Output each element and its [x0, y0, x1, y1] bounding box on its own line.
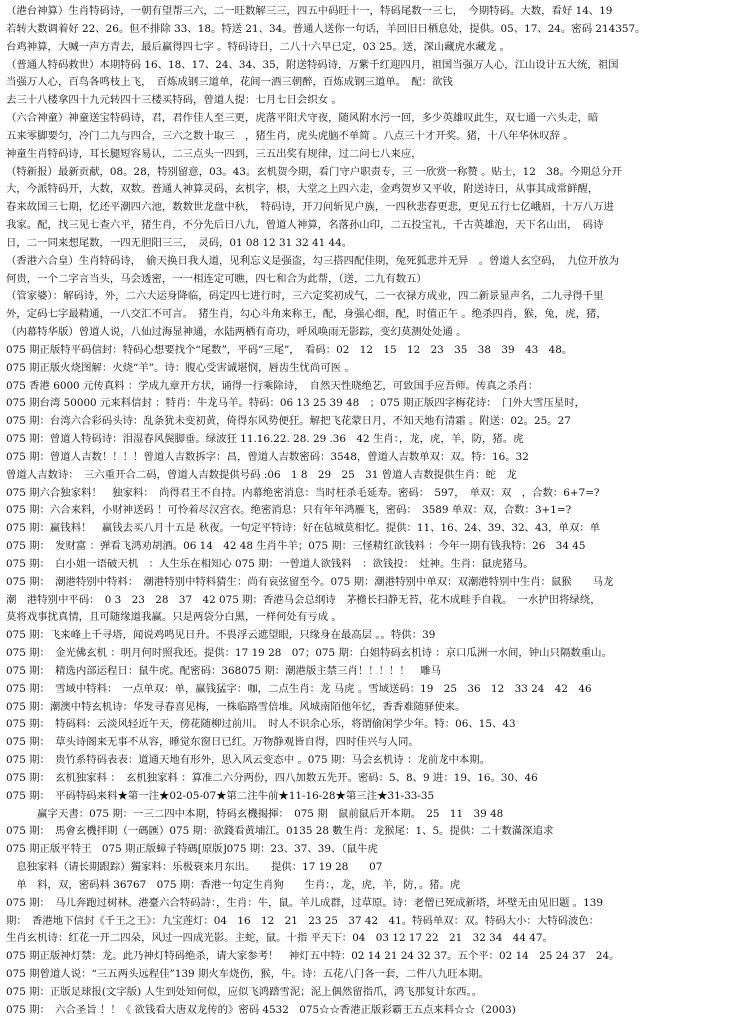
- text-line: 五来零脚要匀，冷门二九与四合，三六之数十取三 ，猪生肖，虎头虎脑不单简 。八点三十才开奖。猪，十八年华休叹辞 。: [6, 130, 574, 142]
- text-line: 075 期：曾道人特码诗：泪湿春风鬓脚垂。绿波狂 11.16.22. 28. 29 .36 42 生肖：，龙，虎，羊，防，猪。虎: [6, 433, 524, 445]
- text-line: 075 期：台湾六合彩码头诗：乱条犹未变初黄，倚得东风势便狂。解把飞花蒙日月，不知天地有清霜 。附送：02。25。27: [6, 415, 571, 427]
- text-line: 075 期： 平码特码来料★第一注★02-05-07★第二注牛前★11-16-28★第三注★31-33-35: [6, 790, 435, 802]
- text-line: 大，今派特码开，大数，双数。普通人神算灵码，玄机字，根，大堂之上四六走，金鸡贺岁又平收，附送诗日，从事其成常鲜醒，: [6, 183, 599, 195]
- text-line: 若转大数调着好 22、26。但不排除 33、18。特送 21、34。普通人送你一句话，羊回旧日栖息处，提供。05、17、24。密码 214357。: [6, 23, 646, 35]
- text-line: 075 期：赢钱料！ 赢钱去买八月十五是 秋夜。一句定平特诗：好在毡城莫相忆。提供：11、16、24、39、32、43，单双：单: [6, 522, 601, 534]
- text-line: 075 期正版特平码信封：特码心想要找个“尾数”，平码“三尾”， 看码：02 12 15 12 23 35 38 39 43 48。: [6, 344, 573, 356]
- text-line: 去三十八楼拿四十九元转四十三楼买特码，曾道人提：七月七日会织女 。: [6, 94, 342, 106]
- text-line: 075 期： 马儿奔跑过树林。港臺六合特码詩：，生肖：牛，鼠。羊儿成群，过草原。诗：老僧已死成新塔，坏壁无由见旧题 。139: [6, 897, 603, 909]
- text-line: 075 期正版平特王 075 期正版蟑子特碼[原版]075 期：23、37、39、（鼠牛虎: [6, 843, 378, 855]
- text-line: （香港六合皇）生肖特码诗， 偷天换日我人道，见利忘义是强盗，勾三搭四配佳期，兔死狐悲并无异 。曾道人玄空码， 九位开放为: [6, 255, 620, 267]
- text-line: 075 期： 白小姐一语破天机 ：人生乐在相知心 075 期：一曾道人欲钱料 ：欲钱投： 灶神。生肖：鼠虎猪马。: [6, 558, 534, 570]
- text-line: 单 料，双，密码料 36767 075 期：香港一句定生肖狗 生肖：，龙，虎，羊，防，。猪。虎: [6, 879, 461, 891]
- text-line: （港台神算）生肖特码诗，一朝有望帮三六，二一旺数解三三，四五中码旺十一，特码尾数一三七， 今期特码。大数，看好 14、19: [6, 5, 613, 17]
- text-line: 075 期： 草头诗阁来无事不从容，睡觉东窗日已红。万物静观皆自得，四时佳兴与人同。: [6, 736, 419, 748]
- text-line: 息独家料（请长期跟踪）獨家料：乐极衰来月东出。 提供：17 19 28 07: [6, 861, 383, 873]
- text-line: 075 期：潮澳中特玄机诗：华发寻春喜见梅，一株临路雪倍堆。风城南陌他年忆，香香难随驿使来。: [6, 701, 466, 713]
- text-line: 075 期台湾 50000 元来料信封 ：特肖：牛龙马羊。特码：06 13 25 39 48 ；075 期正版四字梅花诗： 门外大雪压星时，: [6, 397, 585, 409]
- text-line: 075 期： 精选内部运程日：鼠牛虎。配密码：368075 期：潮港版主禁三肖！！！！！ 雕马: [6, 665, 441, 677]
- text-line: （内幕特华版）曾道人说，八仙过海显神通，水陆两栖有奇功，呼风唤雨无影踪，变幻莫测处处通 。: [6, 326, 467, 338]
- text-line: 莫将戏事扰真情，且可随缘道我赢。只是两袋分白黑，一样何处有亏成 。: [6, 611, 342, 623]
- text-line: 期： 香港地下信封《千王之王》：九宝莲灯：04 16 12 21 23 25 37 42 41。特码单双：双。特码大小：大特码波色：: [6, 915, 600, 927]
- text-line: （特新报）最新贡献，08。28，特别留意，03。43。玄机贺今期，看门守户职责专，三 一欣赏一称赞 。贴士，12 38。今期总分开: [6, 166, 622, 178]
- text-line: 075 期： 贵竹系特码表表：道通天地有形外，思入风云变态中 。075 期：马会玄机诗 ：龙前龙中本期。: [6, 754, 491, 766]
- text-line: 075 期： 特码料：云淡风轻近午天，傍花随柳过前川。 时人不识余心乐，将谓偷闲学少年。特：06、15、43: [6, 718, 516, 730]
- text-line: 赢字天書：075 期：一三二四中本期，特码玄機揭揮： 075 期 鼠前鼠后开本期。 25 11 39 48: [6, 808, 504, 820]
- text-line: 外，定码七字最精通，一八交汇不可言。 猪生肖，勾心斗角来称王，配，身强心细，配，时值正午 。绝杀四肖，猴，兔，虎，猪，: [6, 308, 607, 320]
- text-line: 潮 港特别中平码： 0 3 23 28 37 42 075 期：香港马会总纲诗 茅檐长扫静无苔，花木成畦手自栽。 一水护田将绿绕，: [6, 594, 601, 606]
- text-line: 当强万人心，百鸟各鸣枝上飞， 百炼成钢三道单，花间一酒三朝醉，百炼成钢三道单。 配：欲钱: [6, 76, 453, 88]
- text-line: 075 期正版火烧图解：火烧“羊”。诗：腹心受害诚堪悯，唇齿生忧尚可医 。: [6, 362, 355, 374]
- text-line: 075 期正版神灯禁：龙。此乃神灯特码绝杀，请大家参考！ 神灯五中特：02 14 21 24 32 37。五个平：02 14 25 24 37 24。: [6, 950, 620, 962]
- text-line: 生肖玄机诗：红花一开二四朵，风过一四成光影。主蛇，鼠。十指 平天下：04 03 12 17 22 21 32 34 44 47。: [6, 932, 553, 944]
- text-line: （管家婆）：解码诗，外，二六大运身降临，码定四七进行时，三六定奖初成气，二一衣禄方成业，四二新景显声名，二九寻得千里: [6, 290, 604, 302]
- text-line: 075 期六合独家料！ 独家料： 尚得君王不自持。内幕绝密消息：当时枉杀毛延寿。密码： 597， 单双：双 ，合数：6+7=?: [6, 487, 600, 499]
- text-line: 我家。配，找三见七查六平，猪生肖，不分先后日八九，曾道人神算，名落孙山印，二五投宝礼，千古英雄泡，天下名山出， 码诗: [6, 219, 604, 231]
- text-line: 075 期： 六合圣旨 ！！《 欲钱看大唐双龙传的》密码 4532 075☆☆香港正版彩霸王五点来料☆☆（2003): [6, 1004, 516, 1016]
- text-line: 曾道人吉数诗： 三六重开合二码，曾道人吉数提供号码 :06 1 8 29 25 31 曾道人吉数提供生肖：蛇 龙: [6, 469, 517, 481]
- text-line: 075 期曾道人说：“三五两头远程佳”139 期火车烧伤，猴，牛。诗：五花八门各一套，二件八九旺本期。: [6, 968, 489, 980]
- text-line: 神童生肖特码诗，耳长腿短容易认，二三点头一四到，三五出奖有规律，过二问七八来应，: [6, 148, 422, 160]
- text-line: （普通人特码救世）本期特码 16、18、17、24、34、35，附送特码诗，万紫千红迎四月，祖国当强万人心，江山设计五大统，祖国: [6, 59, 619, 71]
- text-line: 075 期： 玄机独家料 ： 玄机独家料 ：算准二六分两份，四八加数五先开。密码：5、8、9 进：19、16。30、46: [6, 772, 538, 784]
- text-line: 075 期： 馬會玄機拝期（一碼匯）075 期：欲錢看黄埔江。0135 28 數生肖：龙猴尾：1、5。提供：二十数滿深追求: [6, 825, 554, 837]
- text-line: 075 期： 金光佛玄机 ：明月何时照我还。提供：17 19 28 07；075 期：白姐特码玄机诗 ：京口瓜洲一水间，钟山只隔数重山。: [6, 647, 612, 659]
- text-line: （六合神童）神童送宝特码诗，君，君作佳人至三更，虎落平阳犬守夜，随风附水污一回，多少英雄叹此生，双七通一六头走，暗: [6, 112, 599, 124]
- text-line: 075 期： 发财富 ：弹看飞鸿劝胡酒。06 14 42 48 生肖牛羊；075 期：三怪精红欲钱料 ：今年一期有钱我特：26 34 45: [6, 540, 586, 552]
- text-line: 075 期： 潮港特别中特料： 潮港特别中特料猜生：尚有哀弦留至今。075 期：潮港特别中单双：双潮港特别中生肖：鼠猴 马龙: [6, 576, 614, 588]
- text-line: 075 期：正版足球报(文字版) 人生到处知何似，应似飞鸿踏雪泥；泥上偶然留指爪，鸿飞那复计东西。。: [6, 986, 483, 998]
- text-line: 何贵，一个二字言当头，马会透密，一一相连定可瞧，四七和合为此帮，（送，二九有数五）: [6, 273, 427, 285]
- text-line: 075 期：飞来峰上千寻塔，闻说鸡鸣见日升。不畏浮云遮望眼，只缘身在最高层 。。特供：39: [6, 629, 436, 641]
- text-line: 075 期：曾道人吉数！！！！曾道人吉数拆字：昌，曾道人吉数密码：3548，曾道人吉数单双：双。特：16。32: [6, 451, 529, 463]
- text-line: 日，二一同来想尾数，一四无胆阳三三， 灵码，01 08 12 31 32 41 44。: [6, 237, 353, 249]
- text-line: 台鸡神算，大喊一声方青去，最后赢得四七字 。特码诗日，二八十六早已定，03 25。送，深山藏虎水藏龙 。: [6, 41, 510, 53]
- text-line: 075 期： 雪域中特料： 一点单双：单，赢钱猛字：咖，二点生肖：龙 马虎 。雪域送码：19 25 36 12 33 24 42 46: [6, 683, 592, 695]
- text-line: 075 香港 6000 元传真料 ：学成九章开方状，诵得一行乘除诗， 自然天性晓绝艺，可致国手应吾师。传真之杀肖：: [6, 380, 539, 392]
- text-line: 春来故国三七期，忆还平潮四六池，数数世龙盘中秋， 特码诗，开刀问斩见户族，一四秋悲春更悲，更见五行七亿峨眉，十万八万进: [6, 201, 614, 213]
- text-line: 075 期：六合来料，小财神送码 ！可怜着尽汉宫衣。绝密消息：只有年年鸿雁飞，密码： 3589 单双：双，合数：3+1=?: [6, 504, 572, 516]
